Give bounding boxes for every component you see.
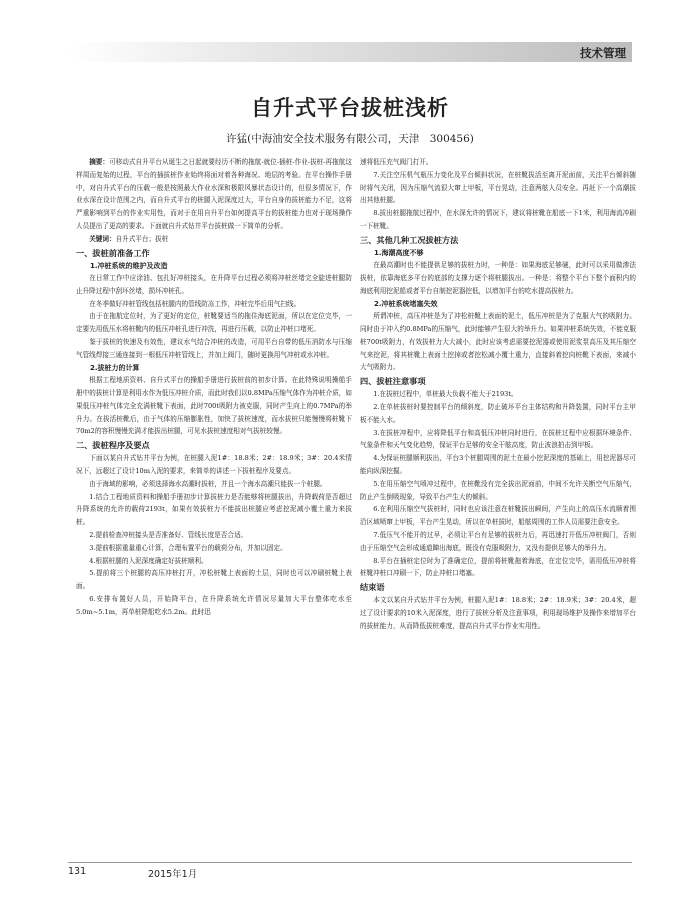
keywords-label: 关键词： xyxy=(89,234,116,243)
section-heading: 一、拔桩前准备工作 xyxy=(76,247,150,258)
right-column xyxy=(360,156,636,633)
keywords xyxy=(76,233,352,246)
paragraph: 下面以某自升式钻井平台为例，在桩腿入泥1#：18.8米；2#：18.9米；3#：20.4米情况下，远超过了设计10m入泥的要求，来简单的讲述一下拔桩程序及要点。 xyxy=(76,454,352,475)
paragraph: 由于海域的影响，必须选择海水高潮时拔桩，并且一个海水高潮只能拔一个桩腿。 xyxy=(89,479,327,488)
subsection-heading: 1.冲桩系统的维护及改造 xyxy=(90,261,168,270)
paragraph: 2.在单桩拔桩时要控制平台的倾斜度，防止破坏平台主体结构和升降装置，同时平台主甲板不能入水。 xyxy=(360,402,636,424)
paragraph: 鉴于拔桩的快速及有效性，建议水气结合冲桩的改造，可用平台自带的低压消防水与压缩气管线焊接三通连接到一根低压冲桩管线上，并加上阀门，随时更换用气冲桩或水冲桩。 xyxy=(76,338,352,359)
header-bar xyxy=(68,42,632,62)
paragraph: 在最高潮时也不能提供足够的拔桩力时，一种是：如果海底足够硬，此时可以采用做渗法拔桩，依靠海底多平台的底部的支撑力逐个将桩腿拔出。一种是：将整个平台下整个面积内的海底利用挖泥船或者平台自制挖泥器挖低，以增加平台的吃水提高拔桩力。 xyxy=(360,261,636,295)
abstract xyxy=(76,156,352,233)
article-title: 自升式平台拔桩浅析 xyxy=(251,96,449,120)
paragraph: 3.提前根据重量重心计算，合理布置平台的载荷分布，并加以固定。 xyxy=(89,543,287,552)
left-body xyxy=(76,247,352,619)
subsection-heading: 2.拔桩力的计算 xyxy=(90,363,140,372)
paragraph: 2.提前检查冲桩接头是否准备好、管线长度是否合适。 xyxy=(89,530,248,539)
paragraph: 4.根据桩腿的入泥深度确定好拔桩顺利。 xyxy=(89,556,208,565)
paragraph: 4.为保证桩腿顺利拔出，平台3个桩腿周围的泥土在最小挖泥深度的基础上，用挖泥器尽可能向纵深挖掘。 xyxy=(360,454,636,475)
section-heading: 结束语 xyxy=(360,582,385,593)
paragraph: 7.低压气不能开的过早，必须让平台有足够的拔桩力后，再迅速打开低压冲桩阀门，否则由于压缩空气会形成通道蹿出海底，既没有克服吸附力，又没有提供足够大的举升力。 xyxy=(360,530,636,552)
paragraph: 8.平台在插桩定位时为了准确定位，提前将桩靴拖着海底，在定位完毕，需用低压冲桩将桩靴冲桩口冲刷一下，防止冲桩口堵塞。 xyxy=(360,556,636,578)
left-column xyxy=(76,156,352,619)
section-header: 技术管理 xyxy=(580,46,626,60)
abstract-label: 摘要： xyxy=(89,158,110,166)
paragraph: 根据工程地质资料、自升式平台的操船手册进行拔桩前的初步计算。在此特殊说明操船手册中的拔桩计算是利用水作为低压冲桩介质，而此时我们以0.8MPa压缩气体作为冲桩介质，如果低压冲桩气体完全充满桩靴下表面，此时700t吸附力被克服，同时产生向上的0.7MPa的举升力。在拔活桩靴后，由于气体的压缩膨胀性，加快了拔桩速度，而水拔桩只能慢慢将桩靴下70m2的容积慢慢充满才能拔出桩腿，可见水拔桩速度相对气拔桩较慢。 xyxy=(76,376,352,436)
subsection-heading: 2.冲桩系统堵塞失效 xyxy=(374,299,438,308)
issue-date: 2015年1月 xyxy=(148,869,198,880)
paragraph: 6.安排布置好人员，开始降平台，在升降系统允许情况尽量加大平台整体吃水至5.0m~5.1m，再单桩降船吃水5.2m。此时迅 xyxy=(76,594,352,616)
subsection-heading: 1.海潮高度不够 xyxy=(374,248,424,257)
paragraph: 5.在用压缩空气喷冲过程中，在桩靴没有完全拔出泥面前，中间不允许关断空气压缩气，防止产生倒吸现象，导致平台产生大的倾斜。 xyxy=(360,479,636,501)
paragraph: 3.在拔桩冲程中，应将降低平台和高低压冲桩同时进行，在拔桩过程中应根据环境条件、气象条件和天气变化趋势，保证平台足够的安全干舷高度，防止波浪拍击到甲板。 xyxy=(360,428,636,450)
paragraph: 由于在拖航定位时，为了更好的定位，桩靴要适当的拖住海底泥面，所以在定位完毕，一定要先用低压水将桩靴内的低压冲桩孔进行冲洗，再进行压载，以防止冲桩口堵死。 xyxy=(76,312,352,334)
section-heading: 四、拔桩注意事项 xyxy=(360,376,426,387)
page-number: 131 xyxy=(68,866,87,877)
paragraph: 1.在拔桩过程中，单桩最大负载不能大于2193t。 xyxy=(373,390,518,399)
paragraph: 所谓冲桩，高压冲桩是为了冲松桩靴上表面的泥土，低压冲桩是为了克服大气的吸附力。同时由于冲入约0.8MPa的压缩气，此时能够产生很大的举升力。如果冲桩系统失效，不能克服桩700t吸附力，有效拔桩力大大减小，此时应该考虑需要挖泥器或使用泥浆泵高压及其压缩空气来挖泥，将其桩靴上表面土挖掉或者挖松减小覆土重力，直接斜着挖向桩靴下表面，来减小大气吸附力。 xyxy=(360,312,636,372)
paragraph: 速将低压充气阀门打开。 xyxy=(360,158,433,166)
paragraph: 8.拔出桩腿拖航过程中，在水深允许的情况下，建议将桩靴在船底一下1米，利用海流冲刷一下桩靴。 xyxy=(360,209,636,230)
section-heading: 三、其他几种工况拔桩方法 xyxy=(360,234,459,245)
section-heading: 二、拔桩程序及要点 xyxy=(76,440,150,451)
abstract-text: 可移动式自升平台从诞生之日起就要经历不断的拖航-就位-插桩-作业-拔桩-再拖航这样周而复始的过程，平台的插拔桩作业始终将面对着各种海况、地层的考验。在平台操作手册中，对自升式平台的压载一般是按照最大作业水深和极限风暴状态设计的，但很多情况下，作业水深在设计范围之内，而自升式平台的桩腿入泥深度过大，平台自身的拔桩能力不足，这将严重影响到平台的作业实用性，而对于在用自升平台如何提高平台的拔桩能力也对于现场操作人员提出了更高的要求。下面就自升式钻井平台拔桩做一下简单的分析。 xyxy=(76,158,353,230)
keywords-text: 自升式平台；拔桩 xyxy=(115,234,169,243)
paragraph: 1.结合工程地质资料和操船手册初步计算拔桩力是否能够将桩腿拔出，升降载荷是否超过升降系统的允许的载荷2193t，如果有效拔桩力不能拔出桩腿应考虑挖泥减小覆土重力来拔桩。 xyxy=(76,492,352,527)
author-line: 许猛(中海油安全技术服务有限公司，天津 300456) xyxy=(226,133,474,145)
paragraph: 在日常工作中应涂油、包扎好冲桩接头，在升降平台过程必须将冲桩丝堵完全旋进桩腿防止升降过程中刮坏丝堵，损坏冲桩孔。 xyxy=(76,274,352,295)
paragraph: 5.提前将三个桩腿的高压冲桩打开，冲松桩靴上表面的土层，同时也可以冲刷桩靴上表面。 xyxy=(76,569,352,591)
paragraph: 本文以某自升式钻井平台为例，桩腿入泥1#：18.8米；2#：18.9米；3#：20.4米，超过了设计要求的10米入泥深度，进行了拔桩分析及注意事项，利用现场维护及操作来增加平台的拔桩能力，从而降低拔桩难度，提高自升式平台作业实用性。 xyxy=(360,596,636,630)
paragraph: 7.关注空压机气瓶压力变化及平台倾斜状况，在桩靴拔活至离开泥面前，关注平台倾斜随时将气关闭，因为压缩气流很大窜上甲板，平台晃动，注意两舷人员安全。再赶下一个高潮拔出其他桩腿。 xyxy=(360,170,636,205)
paragraph: 在冬季做好冲桩管线包括桩腿内的管线防冻工作，冲桩完毕后用气扫线。 xyxy=(89,299,301,308)
paragraph: 6.在利用压缩空气拔桩时，同时也应该注意在桩靴拔出瞬间，产生向上的高压水流顺着围沿区域喷窜上甲板，平台产生晃动，所以在单桩拔时，船舷周围的工作人员需要注意安全。 xyxy=(360,505,636,527)
right-body xyxy=(360,156,636,633)
footer-rule xyxy=(68,862,632,863)
